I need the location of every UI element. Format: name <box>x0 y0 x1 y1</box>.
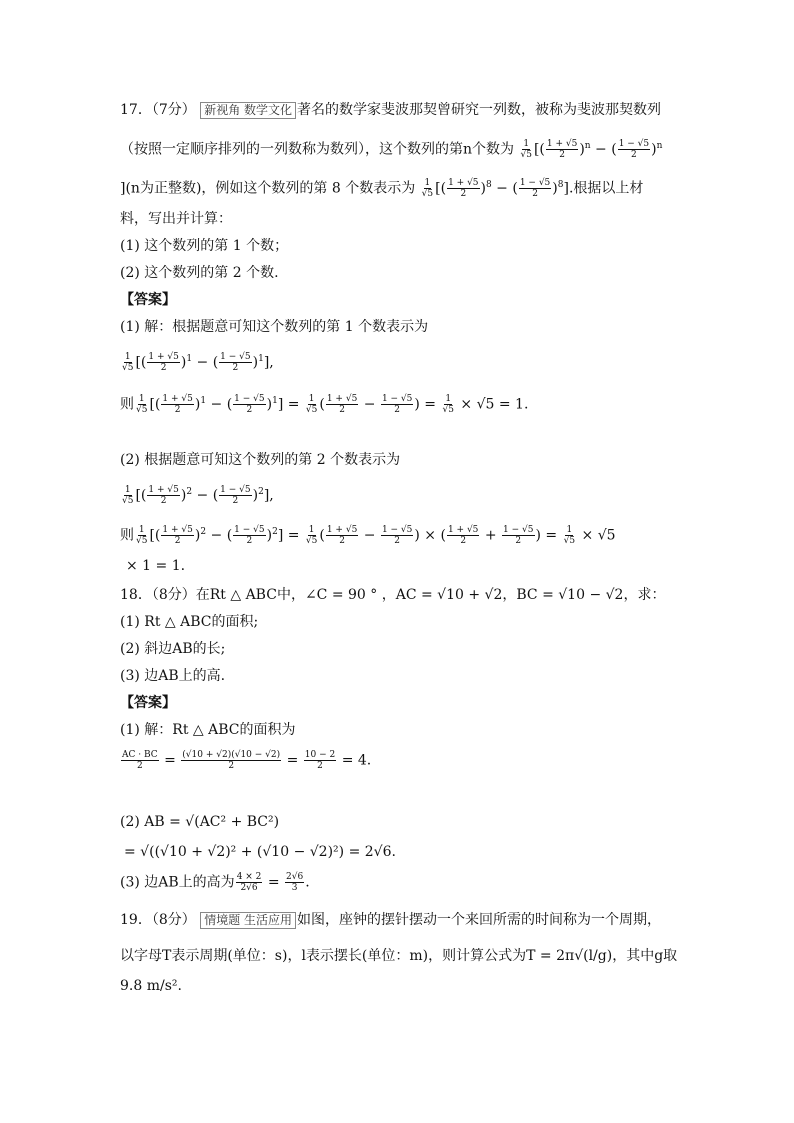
q17-line1 <box>120 100 661 120</box>
q17-line3: ](n为正整数)，例如这个数列的第 8 个数表示为 $\frac{1}{√5}$ [( $\frac{1 + √5}{2}$ )$^8$ − ( $\frac{1 - √5}{2}$ )$^8$].根据以上材 <box>120 178 644 200</box>
q19-line3: 9.8 m/s². <box>120 978 182 994</box>
q17-text2: （按照一定顺序排列的一列数称为数列），这个数列的第n个数为 <box>120 141 515 158</box>
q18-number: 18．（8分） <box>120 587 196 603</box>
q18-ans1-result: = 4. <box>341 752 372 769</box>
q18-line1 <box>120 585 665 605</box>
q17-answer-label: 【答案】 <box>120 292 176 308</box>
q17-number: 17．（7分） <box>120 102 196 118</box>
q17-line2: （按照一定顺序排列的一列数称为数列），这个数列的第n个数为 $\frac{1}{√5}$ [( $\frac{1 + √5}{2}$ )$^n$ − ( $\frac{1 - √5}{2}$ )$^n$ <box>120 139 663 161</box>
q18-sub1: (1) Rt △ ABC的面积; <box>120 614 259 630</box>
q19-text1: 如图，座钟的摆针摆动一个来回所需的时间称为一个周期， <box>297 912 662 928</box>
q17-tag: 新视角 数学文化 <box>200 102 296 119</box>
q17-ans1-expr: $\frac{1}{√5}$ [( $\frac{1 + √5}{2}$ )$^1$ − ( $\frac{1 - √5}{2}$ )$^1$], <box>122 352 274 374</box>
q17-text3b: .根据以上材 <box>568 180 644 197</box>
q19-tag: 情境题 生活应用 <box>200 912 296 929</box>
q17-ans1-then: 则 <box>120 396 134 413</box>
q17-ans1-calc: 则 $\frac{1}{√5}$ [( $\frac{1 + √5}{2}$ )$^1$ − ( $\frac{1 - √5}{2}$ )$^1$] = $\frac{1}{√5}$ ( $\frac{1 + √5}{2}$ − $\frac{1 - √5}{2}$ ) = $\frac{1}{√5}$ × √5 = 1. <box>120 394 529 416</box>
q17-sub1: (1) 这个数列的第 1 个数； <box>120 238 289 254</box>
q17-text3: ](n为正整数)，例如这个数列的第 8 个数表示为 <box>120 180 416 197</box>
q18-sub2: (2) 斜边AB的长; <box>120 641 226 657</box>
q17-line4: 料，写出并计算： <box>120 211 232 227</box>
q17-text1: 著名的数学家斐波那契曾研究一列数，被称为斐波那契数列 <box>297 102 662 118</box>
q19-line1 <box>120 910 661 930</box>
q17-ans1-intro: (1) 解：根据题意可知这个数列的第 1 个数表示为 <box>120 319 429 335</box>
q18-ans2-calc: = √((√10 + √2)² + (√10 − √2)²) = 2√6. <box>124 844 396 860</box>
q17-ans2-tail: × 1 = 1. <box>126 558 186 574</box>
q19-number: 19．（8分） <box>120 912 196 928</box>
q18-answer-label: 【答案】 <box>120 695 176 711</box>
q17-sub2: (2) 这个数列的第 2 个数. <box>120 265 279 281</box>
q17-ans2-intro: (2) 根据题意可知这个数列的第 2 个数表示为 <box>120 452 401 468</box>
q18-ans1-intro: (1) 解：Rt △ ABC的面积为 <box>120 722 296 738</box>
q17-ans1-result: × √5 = 1. <box>460 396 529 413</box>
q18-stem: 在Rt △ ABC中，∠C = 90 ° ，AC = √10 + √2，BC = √10 − √2，求： <box>195 587 666 603</box>
q18-sub3: (3) 边AB上的高. <box>120 668 226 684</box>
q18-ans3: (3) 边AB上的高为 $\frac{4 \times 2}{2√6}$ = $\frac{2√6}{3}$ . <box>120 872 310 893</box>
q17-ans2-calc: 则 $\frac{1}{√5}$ [( $\frac{1 + √5}{2}$ )$^2$ − ( $\frac{1 - √5}{2}$ )$^2$] = $\frac{1}{√5}$ ( $\frac{1 + √5}{2}$ − $\frac{1 - √5}{2}$ ) × ( $\frac{1 + √5}{2}$ + $\frac{1 - √5}{2}$ ) = $\frac{1}{√5}$ × √5 <box>120 525 616 547</box>
q17-ans2-then: 则 <box>120 527 134 544</box>
q19-line2: 以字母T表示周期(单位：s)，l表示摆长(单位：m)，则计算公式为T = 2π√(l/g)，其中g取 <box>120 948 678 964</box>
q18-ans3-text: (3) 边AB上的高为 <box>120 874 235 891</box>
q18-ans2-intro: (2) AB = √(AC² + BC²) <box>120 814 280 830</box>
q17-ans2-expr: $\frac{1}{√5}$ [( $\frac{1 + √5}{2}$ )$^2$ − ( $\frac{1 - √5}{2}$ )$^2$], <box>122 485 274 507</box>
q18-ans1-calc: $\frac{AC \cdot BC}{2}$ = $\frac{(√10 + √2)(√10 - √2)}{2}$ = $\frac{10 - 2}{2}$ = 4. <box>122 750 372 771</box>
